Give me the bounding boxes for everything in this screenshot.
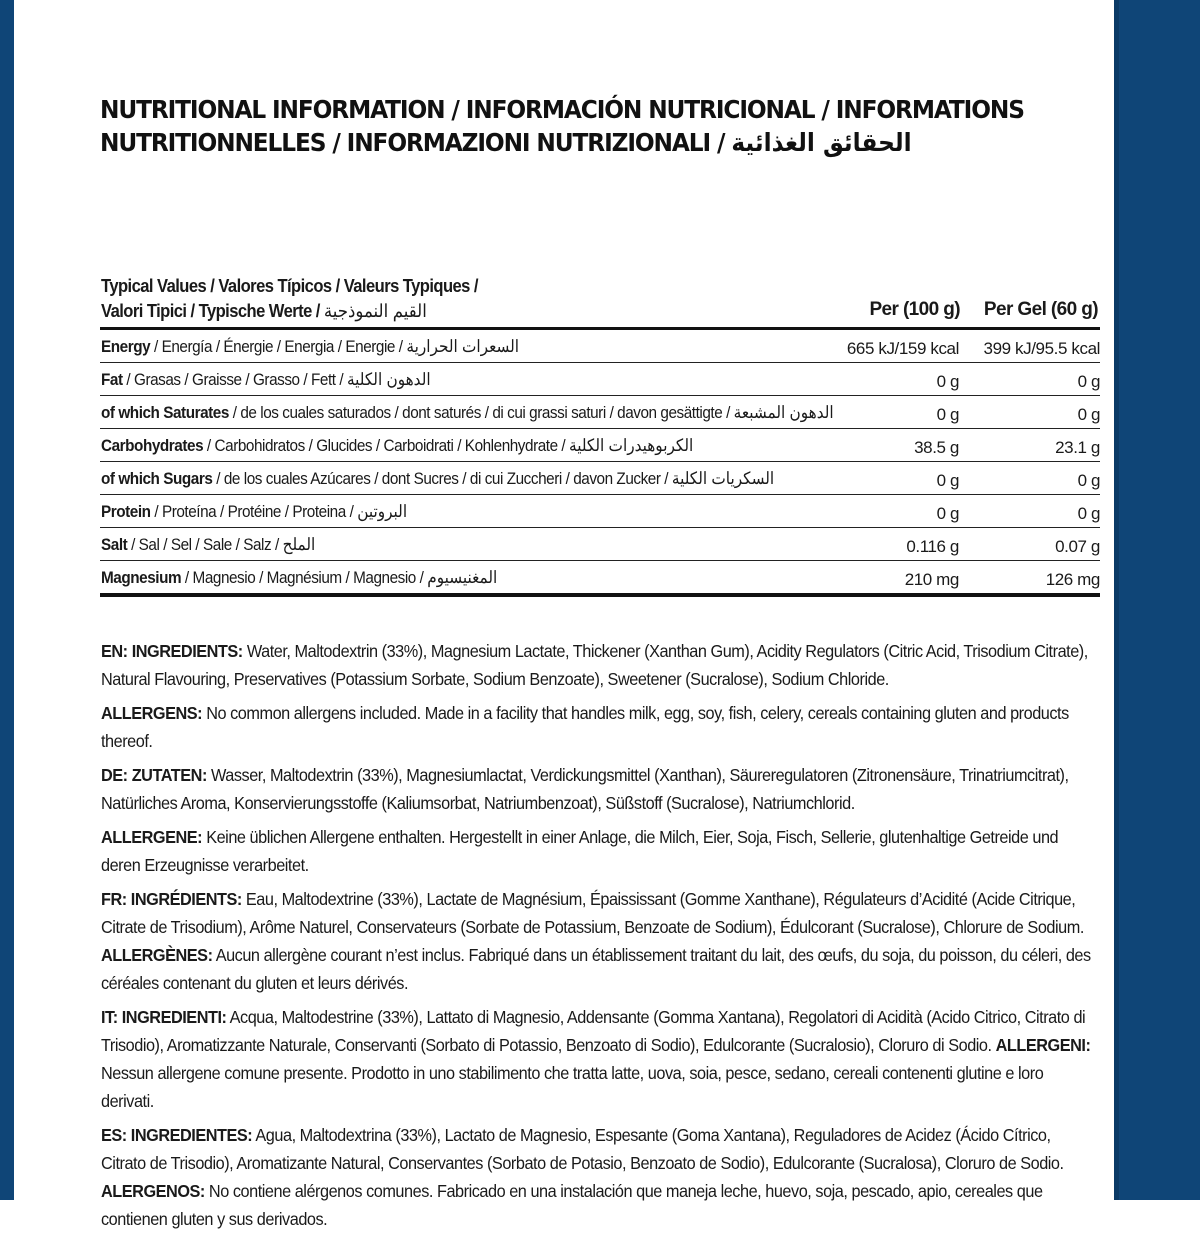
allergens-text: Aucun allergène courant n’est inclus. Fabriqué dans un établissement traitant du lait, des œufs, du soja, du poisson, du céleri, des céréales contenant du gluten et leurs dérivés. (101, 945, 1091, 993)
nutrient-translations: / Magnesio / Magnésium / Magnesio / المغنيسيوم (181, 568, 498, 587)
nutrition-row (100, 330, 1100, 363)
nutrient-translations: / de los cuales saturados / dont saturés / di cui grassi saturi / davon gesättigte / الدهون المشبعة (228, 403, 834, 422)
allergens-text: Nessun allergene comune presente. Prodotto in uno stabilimento che tratta latte, uova, soia, pesce, sedano, cereali contenenti glutine e loro derivati. (101, 1063, 1044, 1111)
nutrition-row (100, 528, 1100, 561)
nutrition-row (100, 429, 1100, 462)
nutrition-row (100, 363, 1100, 396)
value-per-gel: 0 g (1077, 504, 1100, 523)
value-per-gel: 0 g (1077, 471, 1100, 490)
value-per-gel: 0 g (1077, 405, 1100, 424)
ingredients-text: Acqua, Maltodestrine (33%), Lattato di Magnesio, Addensante (Gomma Xantana), Regolatori di Acidità (Acido Citrico, Citrato di Trisodio), Aromatizzante Naturale, Conservanti (Sorbato di Potassio, Benzoato di Sodio), Edulcorante (Sucralosio), Cloruro di Sodio. (101, 1007, 1086, 1055)
ingredients-paragraph (101, 1003, 1096, 1115)
nutrition-table-header (100, 270, 1100, 330)
nutrient-translations: / Sal / Sel / Sale / Salz / الملح (127, 535, 316, 554)
ingredients-paragraph (101, 637, 1096, 693)
ingredients-paragraph (101, 823, 1096, 879)
nutrient-label (101, 469, 774, 489)
ingredients-heading: ALLERGENE: (101, 827, 203, 847)
right-border-band (1114, 0, 1200, 1200)
ingredients-paragraph (101, 761, 1096, 817)
value-per-gel: 23.1 g (1055, 438, 1100, 457)
ingredients-paragraph (101, 885, 1096, 997)
value-per-100g: 0 g (936, 405, 959, 424)
nutrition-row (100, 462, 1100, 495)
value-per-100g: 0.116 g (906, 537, 959, 556)
ingredients-section (101, 637, 1101, 1239)
nutrient-name: Energy (101, 337, 151, 356)
nutrition-row (100, 495, 1100, 528)
typical-values-arabic: القيم النموذجية (323, 301, 427, 321)
typical-values-line-2: Valori Tipici / Typische Werte / (101, 301, 324, 321)
ingredients-text: Keine üblichen Allergene enthalten. Hergestellt in einer Anlage, die Milch, Eier, Soja, Fisch, Sellerie, glutenhaltige Getreide und deren Erzeugnisse verarbeitet. (101, 827, 1059, 875)
nutrient-label (101, 337, 519, 357)
nutrition-table (100, 270, 1100, 597)
label-content (100, 93, 1100, 1229)
nutrient-name: of which Sugars (101, 469, 213, 488)
nutrient-translations: / Grasas / Graisse / Grasso / Fett / الدهون الكلية (122, 370, 431, 389)
ingredients-text: Water, Maltodextrin (33%), Magnesium Lactate, Thickener (Xanthan Gum), Acidity Regulators (Citric Acid, Trisodium Citrate), Natural Flavouring, Preservatives (Potassium Sorbate, Sodium Benzoate), Sweetener (Sucralose), Sodium Chloride. (101, 641, 1088, 689)
typical-values-line-1: Typical Values / Valores Típicos / Valeurs Typiques / (101, 276, 478, 296)
value-per-100g: 210 mg (904, 570, 959, 589)
ingredients-heading: EN: INGREDIENTS: (101, 641, 243, 661)
typical-values-label (101, 274, 478, 324)
allergens-text: No contiene alérgenos comunes. Fabricado en una instalación que maneja leche, huevo, soja, pescado, apio, cereales que contienen gluten y sus derivados. (101, 1181, 1043, 1229)
ingredients-heading: IT: INGREDIENTI: (101, 1007, 227, 1027)
left-border-band (0, 0, 14, 1200)
column-header-per-100g: Per (100 g) (869, 299, 960, 320)
title-line-2: NUTRITIONNELLES / INFORMAZIONI NUTRIZIONALI / الحقائق الغذائية (100, 128, 912, 157)
column-header-per-gel: Per Gel (60 g) (983, 299, 1098, 320)
ingredients-heading: FR: INGRÉDIENTS: (101, 889, 242, 909)
nutrient-label (101, 436, 693, 456)
nutrient-name: Carbohydrates (101, 436, 204, 455)
allergens-heading: ALERGENOS: (101, 1181, 205, 1201)
page-title (100, 93, 1100, 159)
nutrient-label (101, 568, 497, 588)
value-per-gel: 0 g (1077, 372, 1100, 391)
nutrient-label (101, 535, 315, 555)
value-per-100g: 0 g (936, 372, 959, 391)
ingredients-paragraph (101, 1121, 1096, 1233)
nutrient-translations: / Energía / Énergie / Energia / Energie / السعرات الحرارية (150, 337, 520, 356)
title-line-1: NUTRITIONAL INFORMATION / INFORMACIÓN NUTRICIONAL / INFORMATIONS (100, 95, 1024, 124)
value-per-100g: 0 g (936, 471, 959, 490)
ingredients-text: Wasser, Maltodextrin (33%), Magnesiumlactat, Verdickungsmittel (Xanthan), Säureregulatoren (Zitronensäure, Trinatriumcitrat), Natürliches Aroma, Konservierungsstoffe (Kaliumsorbat, Natriumbenzoat), Süßstoff (Sucralose), Natriumchlorid. (101, 765, 1069, 813)
value-per-gel: 399 kJ/95.5 kcal (983, 339, 1100, 358)
nutrient-name: Magnesium (101, 568, 182, 587)
nutrient-label (101, 370, 431, 390)
ingredients-heading: ALLERGENS: (101, 703, 203, 723)
nutrient-label (101, 403, 834, 423)
nutrition-table-rows (100, 330, 1100, 597)
value-per-100g: 0 g (936, 504, 959, 523)
nutrient-name: Salt (101, 535, 128, 554)
value-per-100g: 38.5 g (914, 438, 959, 457)
nutrient-translations: / Carbohidratos / Glucides / Carboidrati / Kohlenhydrate / الكربوهيدرات الكلية (203, 436, 694, 455)
nutrition-row (100, 396, 1100, 429)
allergens-heading: ALLERGÈNES: (101, 945, 213, 965)
nutrient-name: of which Saturates (101, 403, 229, 422)
nutrient-translations: / Proteína / Protéine / Proteina / البروتين (150, 502, 408, 521)
ingredients-text: Agua, Maltodextrina (33%), Lactato de Magnesio, Espesante (Goma Xantana), Reguladores de Acidez (Ácido Cítrico, Citrato de Trisodio), Aromatizante Natural, Conservantes (Sorbato de Potasio, Benzoato de Sodio), Edulcorante (Sucralosa), Cloruro de Sodio. (101, 1125, 1064, 1173)
nutrient-name: Protein (101, 502, 151, 521)
ingredients-text: No common allergens included. Made in a facility that handles milk, egg, soy, fish, celery, cereals containing gluten and products thereof. (101, 703, 1069, 751)
ingredients-heading: DE: ZUTATEN: (101, 765, 207, 785)
ingredients-paragraph (101, 699, 1096, 755)
nutrient-label (101, 502, 407, 522)
value-per-100g: 665 kJ/159 kcal (846, 339, 959, 358)
value-per-gel: 126 mg (1045, 570, 1100, 589)
ingredients-heading: ES: INGREDIENTES: (101, 1125, 253, 1145)
nutrition-row (100, 561, 1100, 597)
allergens-heading: ALLERGENI: (995, 1035, 1091, 1055)
nutrient-name: Fat (101, 370, 123, 389)
ingredients-text: Eau, Maltodextrine (33%), Lactate de Magnésium, Épaississant (Gomme Xanthane), Régulateurs d’Acidité (Acide Citrique, Citrate de Trisodium), Arôme Naturel, Conservateurs (Sorbate de Potassium, Benzoate de Sodium), Édulcorant (Sucralose), Chlorure de Sodium. (101, 889, 1084, 937)
nutrient-translations: / de los cuales Azúcares / dont Sucres / di cui Zuccheri / davon Zucker / السكريات الكلية (212, 469, 775, 488)
value-per-gel: 0.07 g (1055, 537, 1100, 556)
